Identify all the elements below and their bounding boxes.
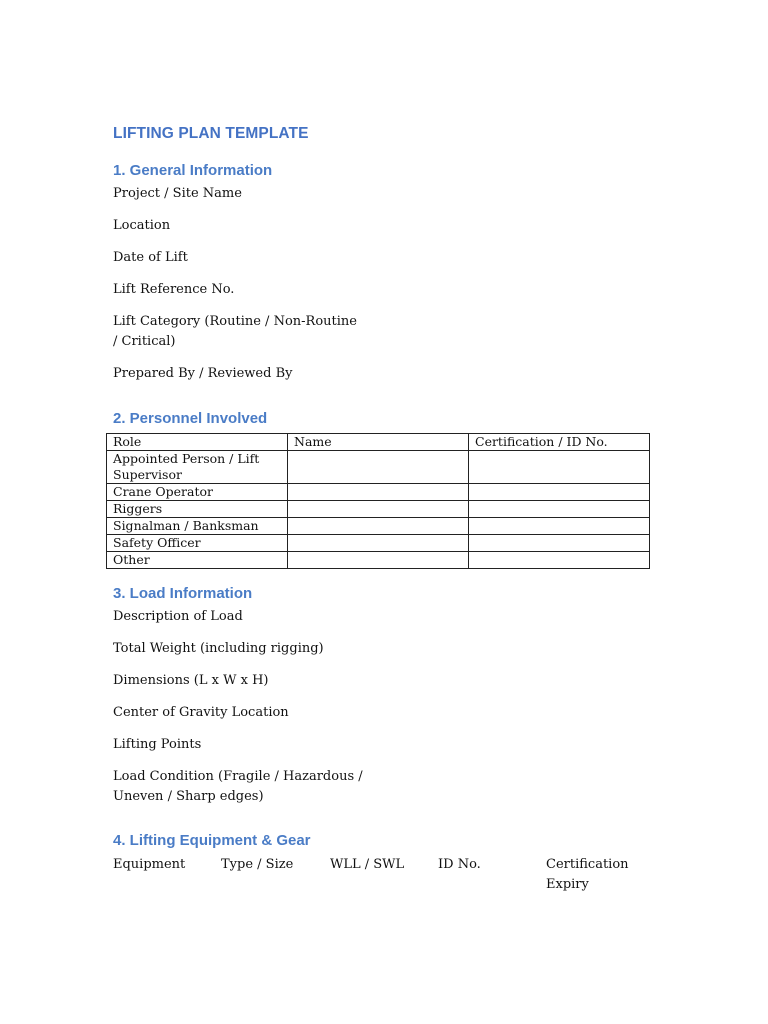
name-cell[interactable] (288, 518, 469, 535)
certification-cell[interactable] (469, 501, 650, 518)
certification-cell[interactable] (469, 451, 650, 484)
field-label-lifting-points: Lifting Points (113, 737, 202, 752)
equipment-column-header-type-size: Type / Size (221, 857, 294, 872)
table-row (107, 451, 650, 484)
field-label-lift-reference: Lift Reference No. (113, 282, 235, 297)
equipment-column-header-equipment: Equipment (113, 857, 186, 872)
table-header-row (107, 434, 650, 451)
personnel-table (106, 433, 650, 569)
field-label-lift-category: Lift Category (Routine / Non-Routine / Critical) (113, 314, 357, 349)
name-cell[interactable] (288, 552, 469, 569)
field-label-location: Location (113, 218, 171, 233)
name-cell[interactable] (288, 501, 469, 518)
name-cell[interactable] (288, 484, 469, 501)
section-heading-load-information: 3. Load Information (113, 585, 253, 602)
role-cell: Other (107, 552, 288, 569)
role-cell: Crane Operator (107, 484, 288, 501)
role-cell: Riggers (107, 501, 288, 518)
section-heading-personnel-involved: 2. Personnel Involved (113, 410, 268, 427)
document-title: LIFTING PLAN TEMPLATE (113, 125, 309, 142)
field-label-dimensions: Dimensions (L x W x H) (113, 673, 269, 688)
field-label-description-of-load: Description of Load (113, 609, 243, 624)
equipment-column-header-certification-expiry: Certification Expiry (546, 857, 629, 892)
certification-cell[interactable] (469, 484, 650, 501)
field-label-date-of-lift: Date of Lift (113, 250, 188, 265)
certification-cell[interactable] (469, 535, 650, 552)
table-row (107, 518, 650, 535)
certification-cell[interactable] (469, 552, 650, 569)
field-label-project-site-name: Project / Site Name (113, 186, 242, 201)
role-cell: Safety Officer (107, 535, 288, 552)
field-label-load-condition: Load Condition (Fragile / Hazardous / Uneven / Sharp edges) (113, 769, 363, 804)
table-row (107, 552, 650, 569)
table-row (107, 501, 650, 518)
field-label-total-weight: Total Weight (including rigging) (113, 641, 324, 656)
section-heading-lifting-equipment: 4. Lifting Equipment & Gear (113, 832, 311, 849)
equipment-column-header-wll-swl: WLL / SWL (330, 857, 405, 872)
field-label-prepared-reviewed-by: Prepared By / Reviewed By (113, 366, 293, 381)
name-cell[interactable] (288, 535, 469, 552)
name-cell[interactable] (288, 451, 469, 484)
section-heading-general-information: 1. General Information (113, 162, 273, 179)
certification-cell[interactable] (469, 518, 650, 535)
role-cell: Appointed Person / Lift Supervisor (107, 451, 288, 484)
role-cell: Signalman / Banksman (107, 518, 288, 535)
table-row (107, 484, 650, 501)
column-header-name: Name (288, 434, 469, 451)
column-header-certification: Certification / ID No. (469, 434, 650, 451)
column-header-role: Role (107, 434, 288, 451)
table-row (107, 535, 650, 552)
field-label-center-of-gravity: Center of Gravity Location (113, 705, 289, 720)
equipment-column-header-id-no: ID No. (438, 857, 481, 872)
